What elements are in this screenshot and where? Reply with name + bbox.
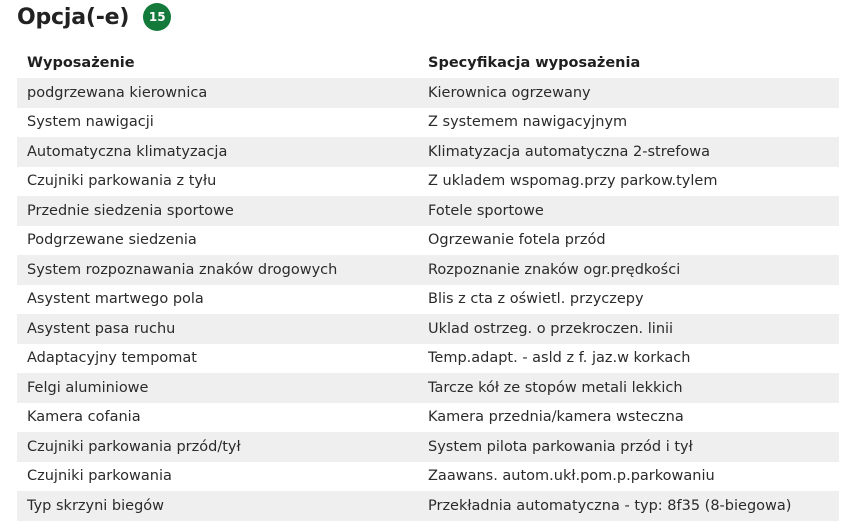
equipment-cell: Asystent martwego pola (27, 291, 204, 308)
equipment-cell: Typ skrzyni biegów (27, 497, 165, 514)
equipment-cell: Felgi aluminiowe (27, 379, 149, 396)
specification-cell: Z ukladem wspomag.przy parkow.tylem (428, 173, 718, 190)
specification-cell: Blis z cta z oświetl. przyczepy (428, 291, 644, 308)
equipment-cell: Czujniki parkowania z tyłu (27, 173, 217, 190)
specification-cell: Z systemem nawigacyjnym (428, 114, 628, 131)
header-equipment: Wyposażenie (27, 55, 135, 71)
specification-cell: System pilota parkowania przód i tył (428, 438, 693, 455)
table-header-row (17, 48, 839, 78)
equipment-cell: Podgrzewane siedzenia (27, 232, 197, 249)
table-row (17, 196, 839, 226)
table-row (17, 432, 839, 462)
table-row (17, 373, 839, 403)
specification-cell: Temp.adapt. - asld z f. jaz.w korkach (428, 350, 691, 367)
specification-cell: Kierownica ogrzewany (428, 84, 591, 101)
table-row (17, 462, 839, 492)
equipment-cell: System nawigacji (27, 114, 154, 131)
equipment-cell: podgrzewana kierownica (27, 84, 208, 101)
table-row (17, 167, 839, 197)
table-row (17, 285, 839, 315)
equipment-cell: Kamera cofania (27, 409, 141, 426)
table-row (17, 491, 839, 521)
table-row (17, 78, 839, 108)
specification-cell: Rozpoznanie znaków ogr.prędkości (428, 261, 681, 278)
specification-cell: Fotele sportowe (428, 202, 544, 219)
equipment-cell: Czujniki parkowania (27, 468, 172, 485)
table-row (17, 108, 839, 138)
specification-cell: Uklad ostrzeg. o przekroczen. linii (428, 320, 674, 337)
count-badge: 15 (143, 3, 171, 31)
table-row (17, 403, 839, 433)
header-specification: Specyfikacja wyposażenia (428, 55, 641, 71)
specification-cell: Kamera przednia/kamera wsteczna (428, 409, 684, 426)
specification-cell: Klimatyzacja automatyczna 2-strefowa (428, 143, 710, 160)
table-row (17, 137, 839, 167)
equipment-cell: System rozpoznawania znaków drogowych (27, 261, 338, 278)
equipment-cell: Automatyczna klimatyzacja (27, 143, 228, 160)
specification-cell: Ogrzewanie fotela przód (428, 232, 606, 249)
section-header (17, 0, 171, 34)
equipment-cell: Asystent pasa ruchu (27, 320, 176, 337)
table-row (17, 226, 839, 256)
equipment-cell: Przednie siedzenia sportowe (27, 202, 234, 219)
specification-cell: Zaawans. autom.ukł.pom.p.parkowaniu (428, 468, 715, 485)
section-title: Opcja(-e) (17, 4, 130, 30)
equipment-cell: Czujniki parkowania przód/tył (27, 438, 241, 455)
specification-cell: Przekładnia automatyczna - typ: 8f35 (8-biegowa) (428, 497, 792, 514)
table-row (17, 255, 839, 285)
specification-cell: Tarcze kół ze stopów metali lekkich (428, 379, 683, 396)
equipment-table (17, 48, 839, 521)
table-row (17, 314, 839, 344)
table-row (17, 344, 839, 374)
equipment-cell: Adaptacyjny tempomat (27, 350, 197, 367)
